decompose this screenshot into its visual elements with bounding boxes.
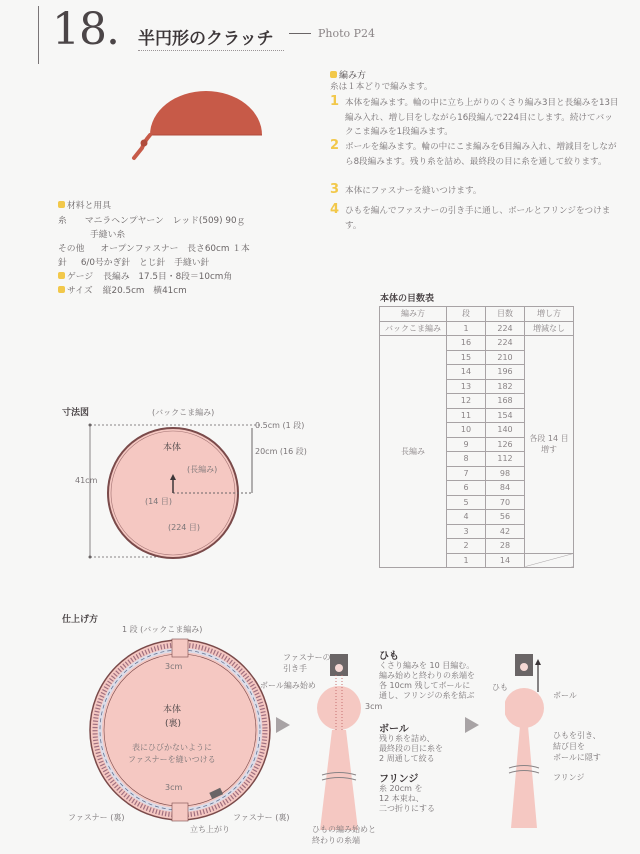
dim-end-label: (224 目) <box>168 523 201 532</box>
dim-start-label: (14 目) <box>145 497 172 506</box>
materials-yarn: 糸 マニラヘンプヤーン レッド(509) 90ｇ <box>58 216 246 226</box>
fin-start-up: 立ち上がり <box>190 825 230 834</box>
title-dash <box>289 33 311 34</box>
string-title: ひも <box>379 651 399 662</box>
dimension-heading: 寸法図 <box>62 408 90 418</box>
instructions-heading: 編み方 <box>330 68 366 81</box>
materials-other: その他 オープンファスナー 長さ60cm １本 <box>58 244 250 254</box>
pull-tab-label-2: 引き手 <box>283 664 307 673</box>
fin-body-back-label: (裏) <box>165 719 182 729</box>
fin-edge-label: 1 段 (バックこま編み) <box>122 625 203 634</box>
title-underline <box>138 50 284 51</box>
pattern-number: 18. <box>52 4 119 55</box>
pull-tab-label-1: ファスナーの <box>283 653 331 662</box>
stitch-table: 編み方 段 目数 増し方 バックこま編み 1 224 増減なし 長編み 16 224 各段 14 目 増す 15 210 14 196 13 182 12 168 11 154 10 140 9 126 8 112 7 98 6 84 5 70 4 56 3 42 2 28 1 14 <box>379 306 574 568</box>
dim-edge-label: 0.5cm (1 段) <box>255 421 305 430</box>
bullet-icon <box>58 201 65 208</box>
final-ball-label: ボール <box>553 691 577 700</box>
fin-gap-top: 3cm <box>165 662 183 671</box>
fin-zip-left: ファスナー (裏) <box>68 813 125 822</box>
ball-start-label: ボール編み始め <box>260 681 316 690</box>
final-fringe-label: フリンジ <box>553 773 585 782</box>
materials-heading: 材料と用具 <box>58 198 111 211</box>
dim-back-sc-label: (バックこま編み) <box>152 408 215 417</box>
step-2: 2 ボールを編みます。輪の中にこま編みを6目編み入れ、増減目をしながら8段編みます。残り糸を詰め、最終段の目に糸を通して絞ります。 <box>330 138 617 167</box>
step-1: 1 本体を編みます。輪の中に立ち上がりのくさり編み3目と長編みを13目編み入れ、増し目をしながら16段編んで224目にします。続けてバックこま編みを1段編みます。 <box>330 94 619 137</box>
header-divider <box>38 6 39 64</box>
final-string-label: ひも <box>492 683 508 692</box>
dim-body-label: 本体 <box>163 443 182 453</box>
fin-gap-bottom: 3cm <box>165 783 183 792</box>
materials-yarn2: 手縫い糸 <box>90 230 126 240</box>
ball-title: ボール <box>379 724 409 735</box>
dim-radius-label: 20cm (16 段) <box>255 447 307 456</box>
fin-zip-right: ファスナー (裏) <box>233 813 290 822</box>
page-title: 半円形のクラッチ <box>138 29 274 49</box>
purse-illustration <box>130 90 270 170</box>
finishing-heading: 仕上げ方 <box>62 615 99 625</box>
materials-needle: 針 6/0号かぎ針 とじ針 手縫い針 <box>58 258 210 268</box>
ends-note-1: ひもの編み始めと <box>312 825 376 834</box>
bullet-icon <box>58 272 65 279</box>
step-4: 4 ひもを編んでファスナーの引き手に通し、ボールとフリンジをつけます。 <box>330 202 611 231</box>
bullet-icon <box>330 71 337 78</box>
diagonal-cell <box>525 553 574 568</box>
ends-note-2: 終わりの糸端 <box>312 836 360 845</box>
dimension-diagram <box>60 410 340 560</box>
arrow-right-icon <box>465 717 479 733</box>
materials-gauge: ゲージ 長編み 17.5目・8段＝10cm角 <box>58 269 232 282</box>
stitch-table-title: 本体の目数表 <box>380 294 435 304</box>
fin-body-label: 本体 <box>163 705 182 715</box>
bullet-icon <box>58 286 65 293</box>
step-3: 3 本体にファスナーを縫いつけます。 <box>330 182 482 197</box>
fin-sew-note-2: ファスナーを縫いつける <box>128 755 216 764</box>
instructions-intro: 糸は１本どりで編みます。 <box>330 82 433 92</box>
photo-reference: Photo P24 <box>318 27 376 40</box>
dim-diameter-label: 41cm <box>75 476 98 485</box>
dim-stitch-label: (長編み) <box>187 465 218 474</box>
finishing-body-diagram <box>80 630 280 830</box>
ball-size-label: 3cm <box>365 702 383 711</box>
fringe-title: フリンジ <box>379 774 419 785</box>
fin-sew-note-1: 表にひびかないように <box>132 743 212 752</box>
arrow-right-icon <box>276 717 290 733</box>
materials-size: サイズ 縦20.5cm 横41cm <box>58 283 187 296</box>
